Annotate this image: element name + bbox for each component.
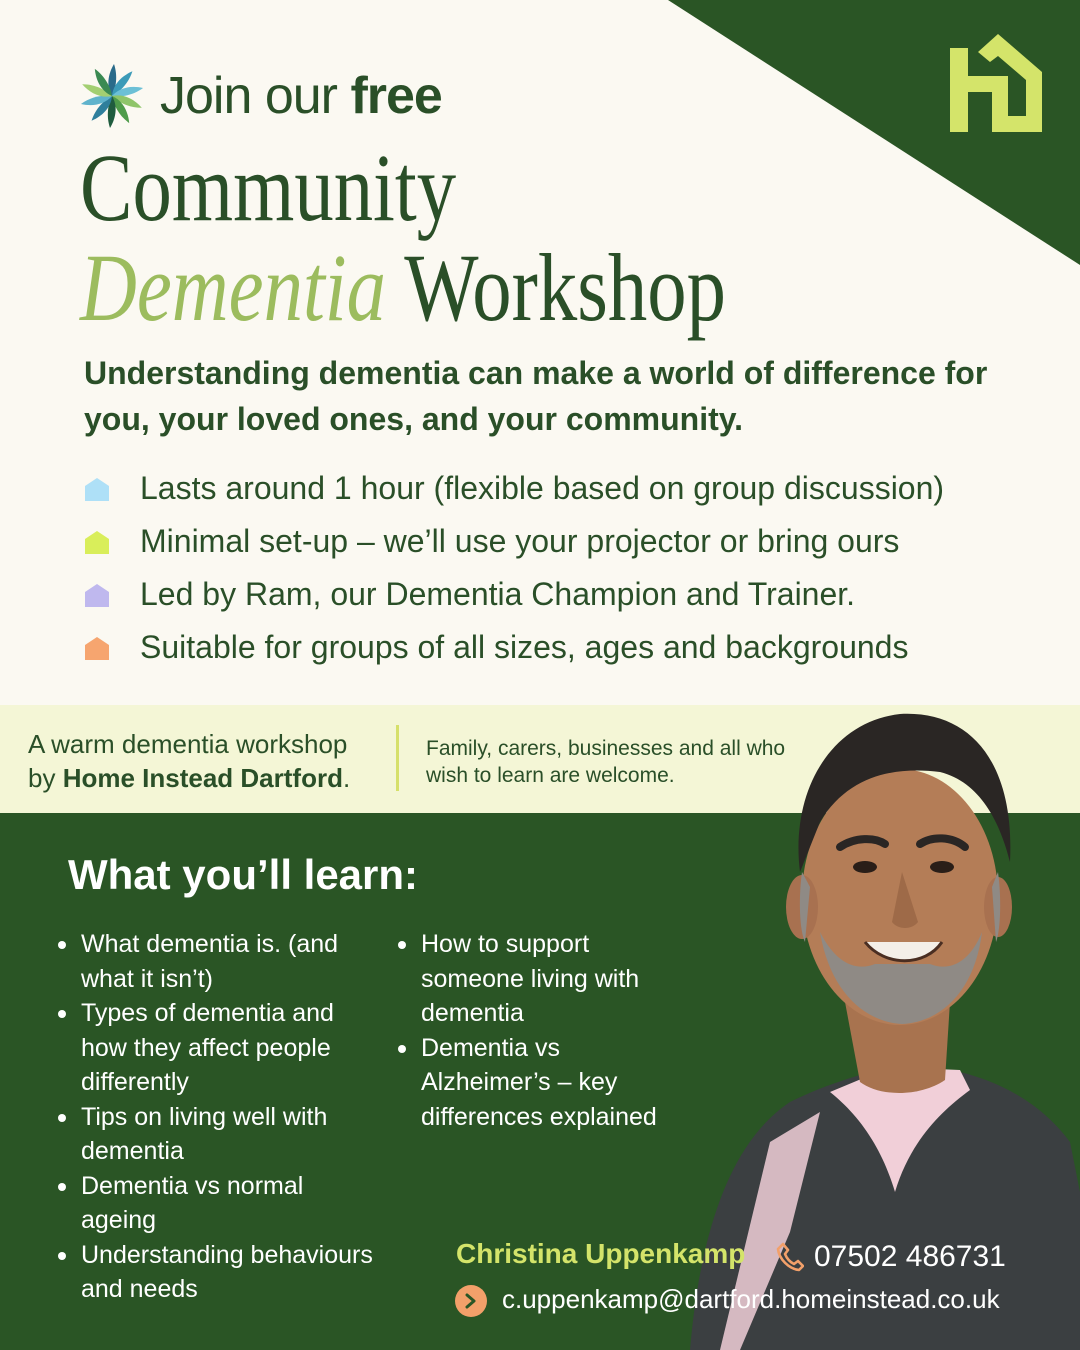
home-instead-logo-icon: [946, 30, 1050, 134]
house-bullet-icon: [84, 582, 110, 608]
learn-item: Dementia vs Alzheimer’s – key differences explained: [396, 1031, 686, 1135]
feature-text: Led by Ram, our Dementia Champion and Trainer.: [140, 576, 856, 612]
house-bullet-icon: [84, 476, 110, 502]
title-dementia-workshop: [80, 234, 726, 341]
contact-name: Christina Uppenkamp: [456, 1238, 746, 1269]
title-italic-dementia: Dementia: [80, 234, 387, 341]
learn-item: Types of dementia and how they affect people differently: [56, 996, 376, 1100]
join-free: free: [350, 67, 442, 125]
phone-number-link[interactable]: 07502 486731: [814, 1240, 1006, 1273]
band-by: by: [28, 763, 63, 793]
learn-item: Understanding behaviours and needs: [56, 1238, 376, 1307]
chevron-right-icon: [455, 1285, 487, 1317]
learn-title: What you’ll learn:: [68, 851, 419, 898]
learn-item: Tips on living well with dementia: [56, 1100, 376, 1169]
feature-item: [84, 568, 944, 621]
feature-list: [84, 462, 944, 674]
learn-item: Dementia vs normal ageing: [56, 1169, 376, 1238]
band-divider: [396, 725, 399, 791]
join-heading: [160, 66, 442, 126]
feature-text: Minimal set-up – we’ll use your projector or bring ours: [140, 523, 900, 559]
learn-item: How to support someone living with dementia: [396, 927, 686, 1031]
feature-item: [84, 462, 944, 515]
pinwheel-logo-icon: [76, 60, 148, 132]
learn-list-right: [396, 927, 686, 1134]
title-workshop: Workshop: [386, 234, 726, 341]
house-bullet-icon: [84, 529, 110, 555]
feature-item: [84, 515, 944, 568]
feature-item: [84, 621, 944, 674]
band-period: .: [342, 763, 351, 793]
intro-text: Understanding dementia can make a world of difference for you, your loved ones, and your community.: [84, 355, 988, 437]
join-prefix: Join our: [160, 67, 351, 125]
house-bullet-icon: [84, 635, 110, 661]
learn-item: What dementia is. (and what it isn’t): [56, 927, 376, 996]
band-audience-text: Family, carers, businesses and all who wish to learn are welcome.: [426, 737, 786, 787]
phone-icon: [776, 1242, 804, 1272]
learn-list-left: [56, 927, 376, 1307]
band-organiser-text: [28, 727, 350, 795]
email-link[interactable]: c.uppenkamp@dartford.homeinstead.co.uk: [502, 1284, 1000, 1314]
feature-text: Suitable for groups of all sizes, ages and backgrounds: [140, 629, 909, 665]
title-community: Community: [80, 134, 457, 241]
band-org-name: Home Instead Dartford: [62, 763, 343, 793]
feature-text: Lasts around 1 hour (flexible based on group discussion): [140, 470, 945, 506]
band-line1: A warm dementia workshop: [28, 729, 348, 759]
